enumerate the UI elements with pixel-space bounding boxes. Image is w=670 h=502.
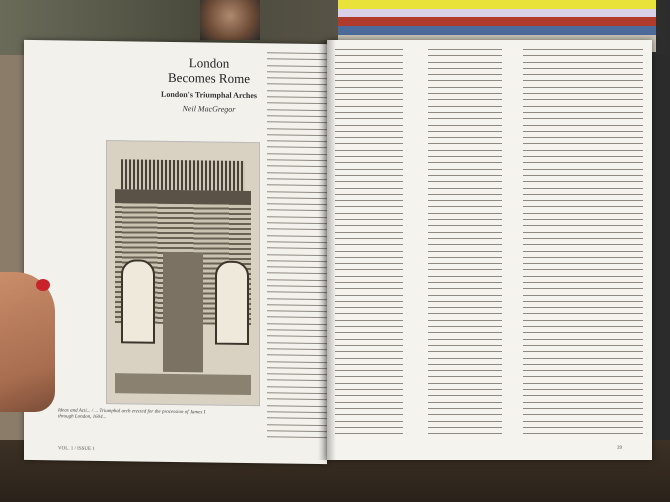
article-subtitle: London's Triumphal Arches	[160, 89, 258, 101]
page-folio-right: 39	[617, 446, 622, 451]
triumphal-arch-engraving	[106, 140, 260, 406]
body-text-column	[523, 46, 643, 436]
left-page	[24, 40, 327, 464]
image-caption: Ideas and Acti... / ... Triumphal arch erected for the procession of James I through London, 1604...	[58, 408, 206, 421]
hand	[0, 272, 55, 412]
body-text-column	[428, 46, 502, 436]
article-title-line1: London	[188, 55, 230, 71]
article-author: Neil MacGregor	[182, 104, 236, 114]
right-page	[327, 40, 652, 460]
body-text-column	[335, 46, 403, 436]
page-folio-left: VOL. 1 / ISSUE 1	[58, 446, 95, 452]
background-figure	[200, 0, 260, 40]
article-title-line2: Becomes Rome	[168, 69, 250, 87]
painted-fingernail	[36, 279, 50, 291]
book-gutter	[318, 40, 336, 460]
